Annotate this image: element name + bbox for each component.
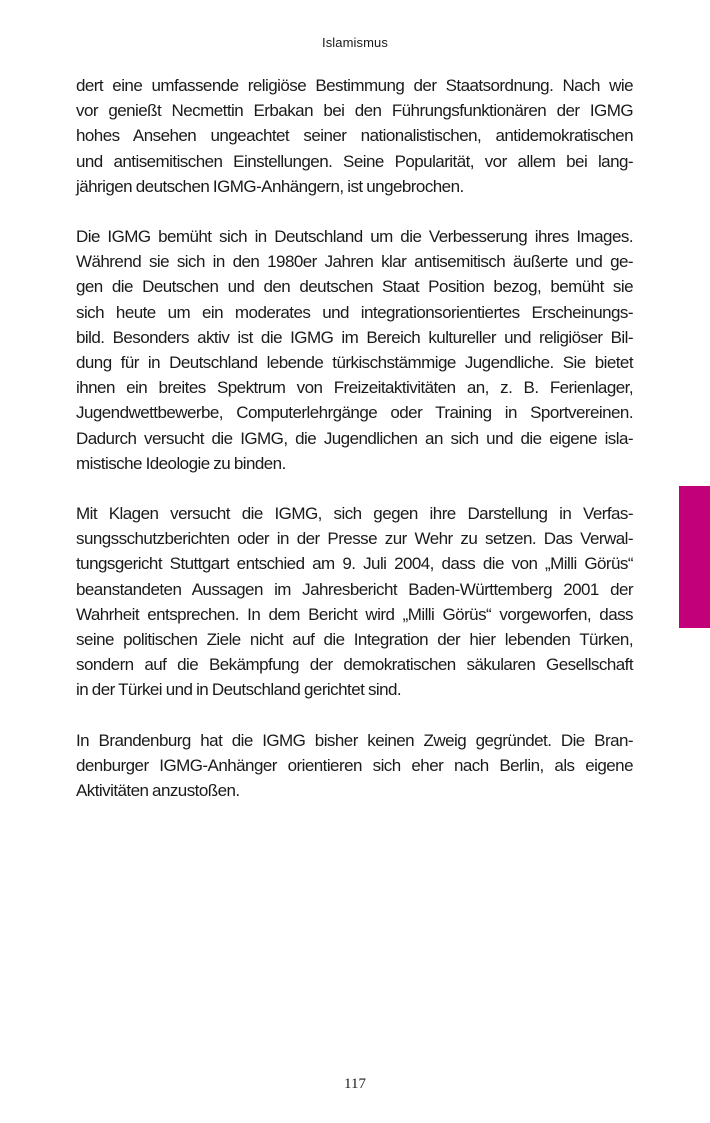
- text-line: in der Türkei und in Deutschland gerichtet sind.: [76, 680, 402, 700]
- text-line: ihnen ein breites Spektrum von Freizeitaktivitäten an, z. B. Ferienlager,: [76, 378, 633, 398]
- text-line: Aktivitäten anzustoßen.: [76, 781, 240, 801]
- text-line: und antisemitischen Einstellungen. Seine Popularität, vor allem bei lang-: [76, 151, 633, 171]
- page-number: 117: [344, 1076, 366, 1092]
- text-line: seine politischen Ziele nicht auf die Integration der hier lebenden Türken,: [76, 630, 633, 650]
- text-line: gen die Deutschen und den deutschen Staat Position bezog, bemüht sie: [76, 277, 633, 297]
- text-line: bild. Besonders aktiv ist die IGMG im Bereich kultureller und religiöser Bil-: [76, 327, 633, 347]
- text-line: Dadurch versucht die IGMG, die Jugendlichen an sich und die eigene isla-: [76, 428, 633, 448]
- text-line: In Brandenburg hat die IGMG bisher keinen Zweig gegründet. Die Bran-: [76, 730, 633, 750]
- text-line: tungsgericht Stuttgart entschied am 9. Juli 2004, dass die von „Milli Görüs“: [76, 554, 633, 574]
- text-line: sungsschutzberichten oder in der Presse zur Wehr zu setzen. Das Verwal-: [76, 529, 633, 549]
- paragraph-2: [76, 224, 633, 476]
- text-line: Während sie sich in den 1980er Jahren klar antisemitisch äußerte und ge-: [76, 252, 633, 272]
- running-header: Islamismus: [321, 35, 388, 50]
- paragraph-1: [76, 73, 633, 199]
- text-line: beanstandeten Aussagen im Jahresbericht Baden-Württemberg 2001 der: [76, 579, 633, 599]
- text-line: Die IGMG bemüht sich in Deutschland um die Verbesserung ihres Images.: [76, 227, 633, 247]
- text-line: Wahrheit entsprechen. In dem Bericht wird „Milli Görüs“ vorgeworfen, dass: [76, 604, 633, 624]
- text-line: Jugendwettbewerbe, Computerlehrgänge oder Training in Sportvereinen.: [76, 403, 633, 423]
- text-line: jährigen deutschen IGMG-Anhängern, ist ungebrochen.: [76, 176, 464, 196]
- text-line: dung für in Deutschland lebende türkischstämmige Jugendliche. Sie bietet: [76, 353, 633, 373]
- text-line: denburger IGMG-Anhänger orientieren sich eher nach Berlin, als eigene: [76, 755, 633, 775]
- text-line: sich heute um ein moderates und integrationsorientiertes Erscheinungs-: [76, 302, 633, 322]
- paragraph-3: [76, 501, 633, 703]
- text-line: sondern auf die Bekämpfung der demokratischen säkularen Gesellschaft: [76, 655, 633, 675]
- text-line: hohes Ansehen ungeachtet seiner nationalistischen, antidemokratischen: [76, 126, 633, 146]
- body-text: [76, 73, 633, 828]
- text-line: dert eine umfassende religiöse Bestimmung der Staatsordnung. Nach wie: [76, 76, 633, 95]
- paragraph-4: [76, 728, 633, 804]
- text-line: vor genießt Necmettin Erbakan bei den Führungsfunktionären der IGMG: [76, 101, 633, 121]
- text-line: mistische Ideologie zu binden.: [76, 453, 286, 473]
- text-line: Mit Klagen versucht die IGMG, sich gegen ihre Darstellung in Verfas-: [76, 504, 633, 524]
- chapter-thumb-tab: [679, 486, 710, 628]
